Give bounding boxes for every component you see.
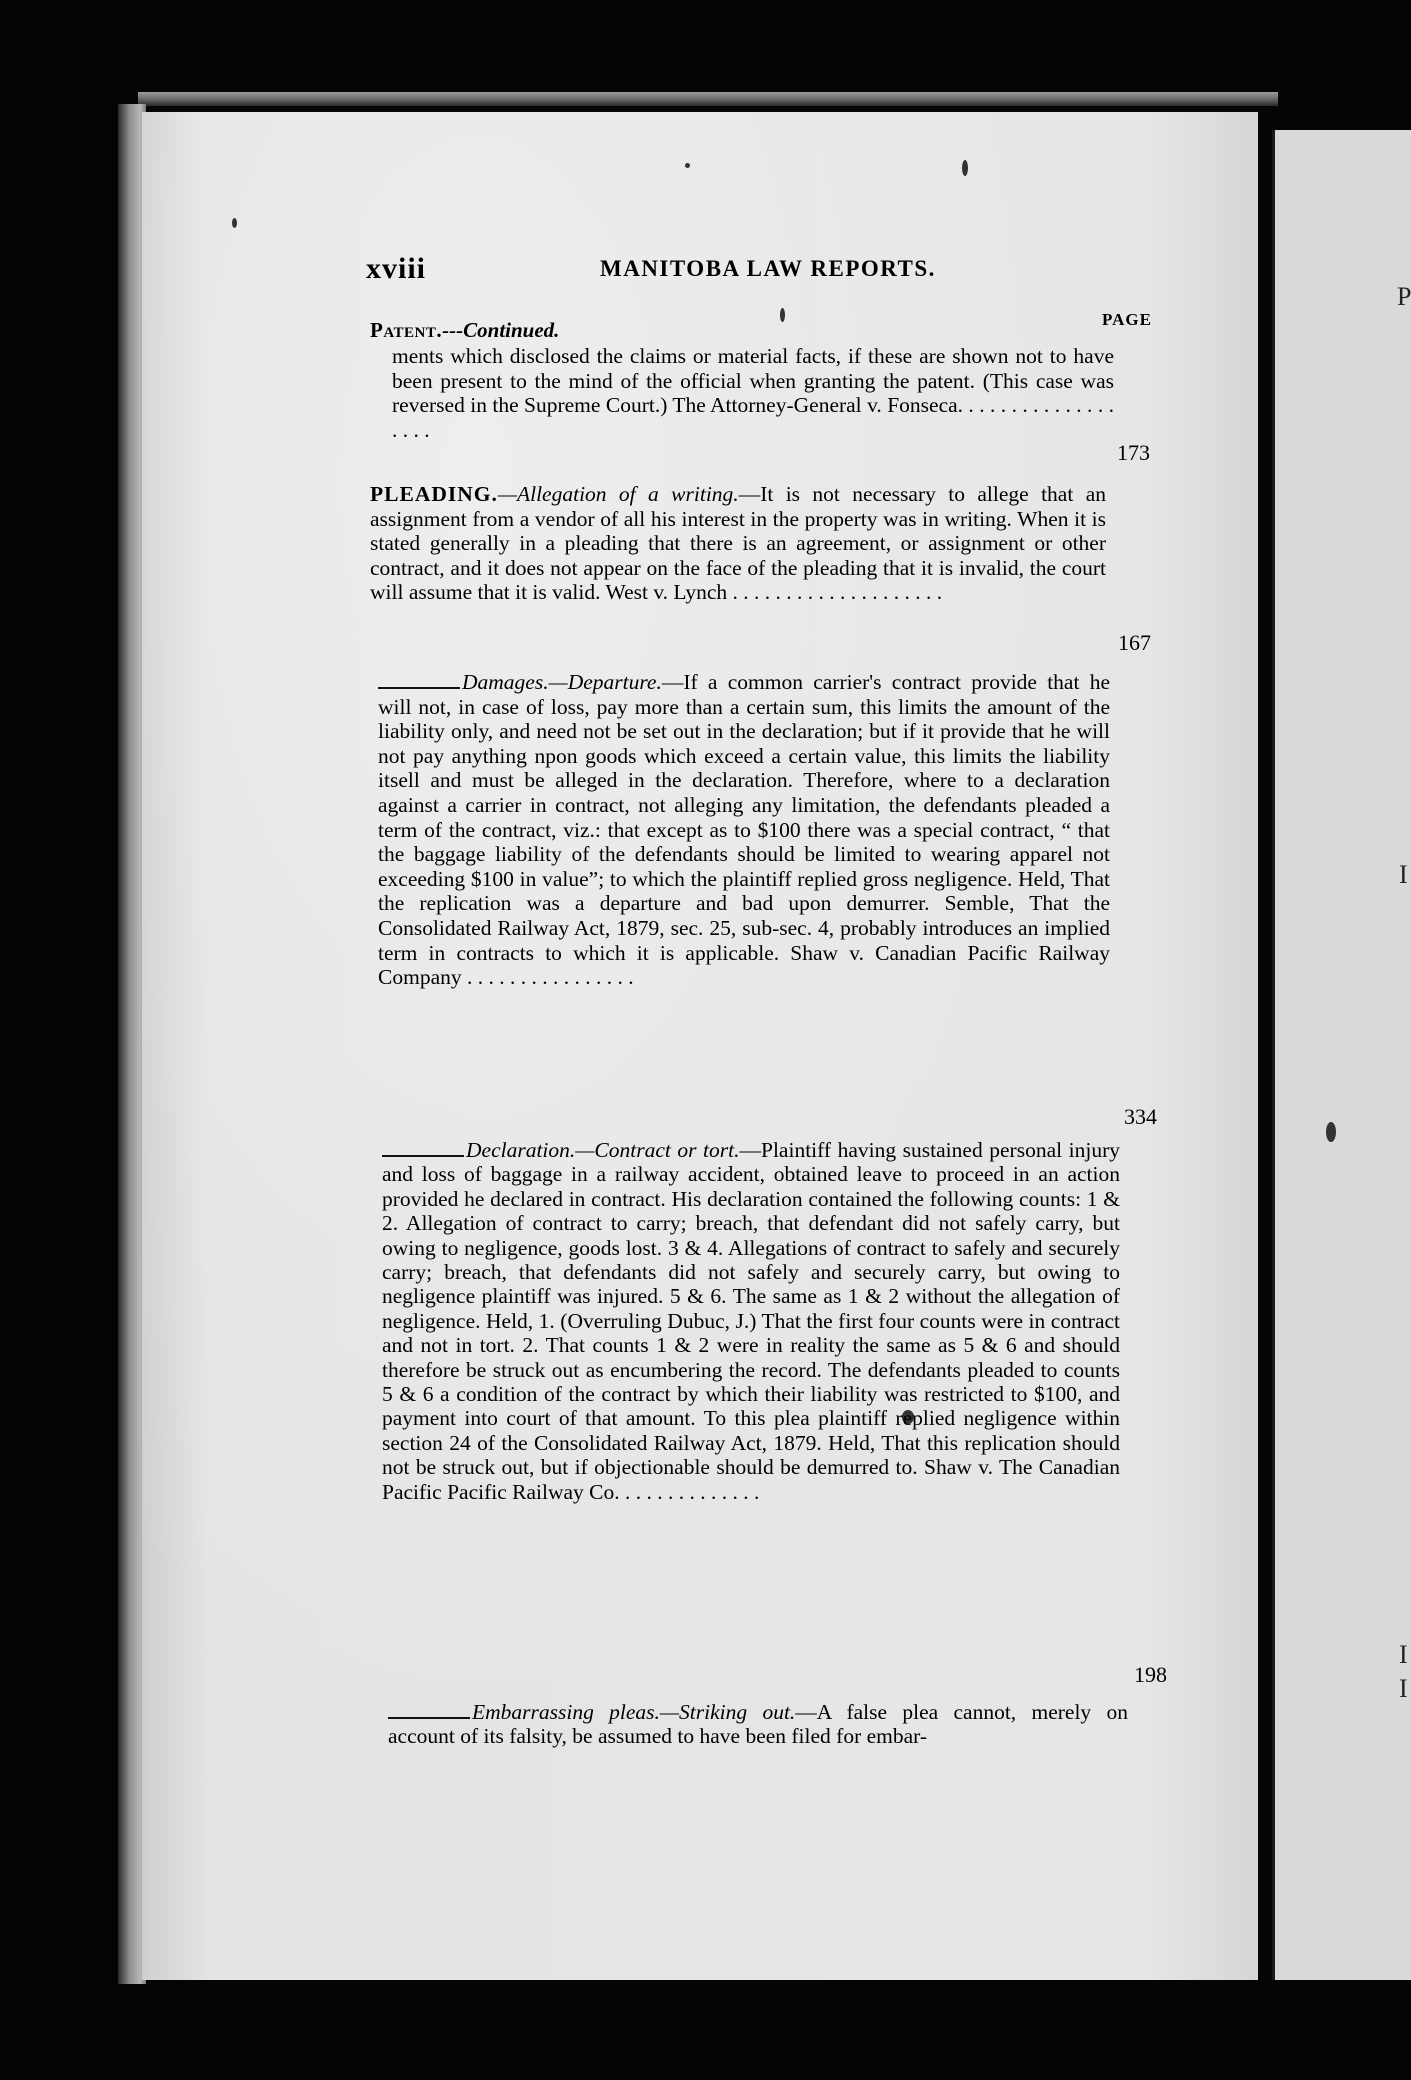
scan-speck xyxy=(1326,1122,1336,1142)
index-entry xyxy=(382,1138,1120,1504)
entry-subject: —Allegation of a writing. xyxy=(497,482,739,506)
page-reference: 173 xyxy=(1117,440,1150,465)
ditto-dash xyxy=(388,1711,470,1719)
entry-body: —It is not necessary to allege that an assignment from a vendor of all his interest in the property was in writing. When it is stated generally in a pleading that there is an agreement, or assignment or other contract, and it does not appear on the face of the pleading that it is invalid, the court will assume that it is valid. West v. Lynch . . . . . . . . . . . . . . . . . . . . xyxy=(370,482,1106,605)
entry-body: —A false plea cannot, merely on account of its falsity, be assumed to have been filed for embar- xyxy=(388,1700,1128,1749)
scan-speck xyxy=(962,160,968,176)
facing-page-fragment: I xyxy=(1399,1640,1408,1669)
folio-number: xviii xyxy=(366,252,427,285)
entry-body: ments which disclosed the claims or material facts, if these are shown not to have been present to the mind of the official when granting the patent. (This case was reversed in the Supreme Court.) The Attorney-General v. Fonseca. . . . . . . . . . . . . . . . . . . xyxy=(392,344,1114,442)
continued-heading xyxy=(370,318,559,343)
index-entry xyxy=(388,1700,1128,1749)
facing-page-sliver xyxy=(1272,130,1411,1980)
page-reference: 198 xyxy=(1134,1662,1167,1687)
facing-page-fragment: I xyxy=(1399,860,1408,889)
facing-page-fragment: P xyxy=(1397,282,1411,311)
heading-title: Patent. xyxy=(370,318,443,342)
index-entry xyxy=(392,344,1114,442)
page-top-edge xyxy=(138,92,1278,106)
page-reference: 167 xyxy=(1118,630,1151,655)
facing-page-fragment: I xyxy=(1399,1674,1408,1703)
entry-body: —If a common carrier's contract provide that he will not, in case of loss, pay more than a certain sum, this limits the amount of the liability only, and need not be set out in the declaration; but if it provide that he will not pay anything npon goods which exceed a certain value, this limits the liability itsell and must be alleged in the declaration. Therefore, where to a declaration against a carrier in contract, not alleging any limitation, the defendants pleaded a term of the contract, viz.: that except as to $100 there was a special contract, “ that the baggage liability of the defendants should be limited to wearing apparel not exceeding $100 in value”; to which the plaintiff replied gross negligence. Held, That the replication was a departure and bad upon demurrer. Semble, That the Consolidated Railway Act, 1879, sec. 25, sub-sec. 4, probably introduces an implied term in contracts to which it is applicable. Shaw v. Canadian Pacific Railway Company . . . . . . . . . . . . . . . . xyxy=(378,670,1110,990)
entry-subject: Embarrassing pleas.—Striking out. xyxy=(472,1700,796,1724)
scan-speck xyxy=(780,308,785,322)
entry-subject: Damages.—Departure. xyxy=(462,670,662,694)
entry-lead: PLEADING. xyxy=(370,482,498,506)
page-column-label: PAGE xyxy=(1102,310,1152,329)
index-entry xyxy=(378,670,1110,990)
page-reference: 334 xyxy=(1124,1104,1157,1129)
ditto-dash xyxy=(382,1149,464,1157)
scan-speck xyxy=(232,218,237,228)
ditto-dash xyxy=(378,681,460,689)
entry-body: —Plaintiff having sustained personal injury and loss of baggage in a railway accident, obtained leave to proceed in an action provided he declared in contract. His declaration contained the following counts: 1 & 2. Allegation of contract to carry; breach, that defendant did not safely carry, but owing to negligence, goods lost. 3 & 4. Allegations of contract to safely and securely carry; breach, that defendants did not safely and securely carry, but owing to negligence plaintiff was injured. 5 & 6. The same as 1 & 2 without the allegation of negligence. Held, 1. (Overruling Dubuc, J.) That the first four counts were in contract and not in tort. 2. That counts 1 & 2 were in reality the same as 5 & 6 and should therefore be struck out as encumbering the record. The defendants pleaded to counts 5 & 6 a condition of the contract by which their liability was restricted to $100, and payment into court of that amount. To this plea plaintiff replied negligence within section 24 of the Consolidated Railway Act, 1879. Held, That this replication should not be struck out, but if objectionable should be demurred to. Shaw v. The Canadian Pacific Pacific Railway Co. . . . . . . . . . . . . . xyxy=(382,1138,1120,1504)
entry-subject: Declaration.—Contract or tort. xyxy=(466,1138,740,1162)
scan-speck xyxy=(685,163,690,168)
running-title: MANITOBA LAW REPORTS. xyxy=(600,256,936,281)
index-entry xyxy=(370,482,1106,605)
heading-suffix: ---Continued. xyxy=(442,318,560,342)
